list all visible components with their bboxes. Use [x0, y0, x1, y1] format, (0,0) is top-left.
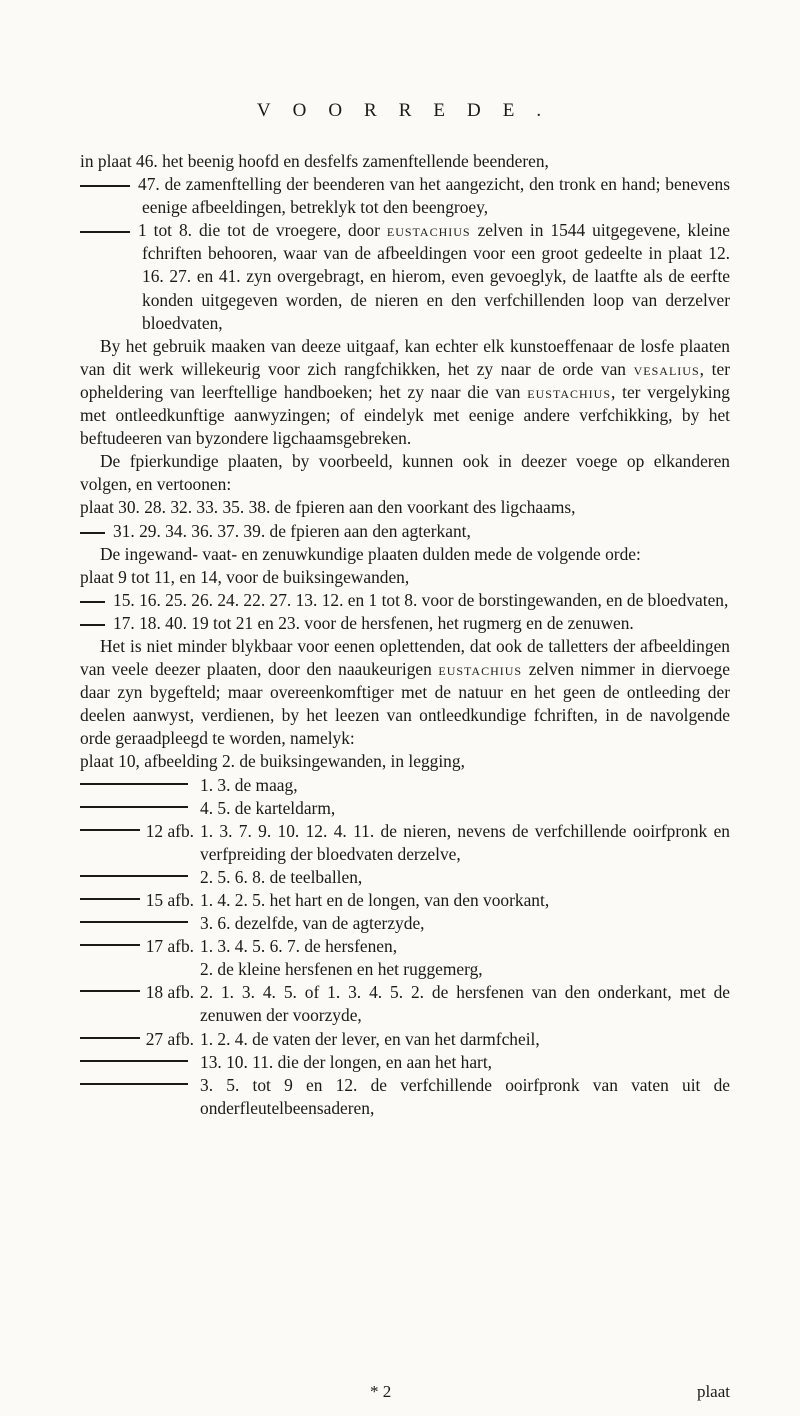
paragraph-organ-plates: De ingewand- vaat- en zenuwkundige plaaten dulden mede de volgende orde:	[100, 543, 641, 564]
line-muscles-back: 31. 29. 34. 36. 37. 39. de fpieren aan den agterkant,	[80, 520, 730, 543]
list-item: 2. 5. 6. 8. de teelballen,	[80, 866, 730, 889]
line-chest: 15. 16. 25. 26. 24. 22. 27. 13. 12. en 1 tot 8. voor de borstingewanden, en de bloedvaten,	[80, 589, 730, 612]
list-item: 27 afb. 1. 2. 4. de vaten der lever, en van het darmfcheil,	[80, 1028, 730, 1051]
list-item: 2. de kleine hersfenen en het ruggemerg,	[200, 959, 483, 980]
line-brain: 17. 18. 40. 19 tot 21 en 23. voor de hersfenen, het rugmerg en de zenuwen.	[80, 612, 730, 635]
list-item: 3. 6. dezelfde, van de agterzyde,	[80, 912, 730, 935]
figure-list	[80, 774, 730, 1120]
paragraph-muscle-plates: De fpierkundige plaaten, by voorbeeld, kunnen ook in deezer voege op elkanderen volgen, en vertoonen:	[80, 451, 730, 495]
body-text	[80, 150, 730, 1120]
author-name: vesalius	[633, 358, 700, 379]
line-plate-46: in plaat 46. het beenig hoofd en desfelfs zamenftellende beenderen,	[80, 151, 549, 171]
author-name: eustachius	[438, 659, 523, 680]
paragraph-usage: By het gebruik maaken van deeze uitgaaf, kan echter elk kunstoeffenaar de losfe plaaten van dit werk willekeurig voor zich rangfchikken, het zy naar de orde van vesalius, ter opheldering van leerftellige handboeken; het zy naar die van eustachius, ter vergelyking met ontleedkunftige aanwyzingen; of eindelyk met eenige andere verfchikking, by het beftudeeren van byzondere ligchaamsgebreken.	[80, 335, 730, 449]
list-item: 3. 5. tot 9 en 12. de verfchillende ooirfpronk van vaten uit de onderfleutelbeensaderen,	[80, 1074, 730, 1120]
list-item: 1. 3. de maag,	[80, 774, 730, 797]
list-item: 13. 10. 11. die der longen, en aan het hart,	[80, 1051, 730, 1074]
list-item: 12 afb. 1. 3. 7. 9. 10. 12. 4. 11. de nieren, nevens de verfchillende ooirfpronk en verfpreiding der bloedvaten derzelve,	[80, 820, 730, 866]
line-plate-10: plaat 10, afbeelding 2. de buiksingewanden, in legging,	[80, 751, 465, 772]
author-name: eustachius	[386, 220, 471, 241]
line-muscles-front: plaat 30. 28. 32. 33. 35. 38. de fpieren aan den voorkant des ligchaams,	[80, 497, 576, 518]
line-abdominal: plaat 9 tot 11, en 14, voor de buiksingewanden,	[80, 566, 410, 587]
list-item: 18 afb. 2. 1. 3. 4. 5. of 1. 3. 4. 5. 2. de hersfenen van den onderkant, met de zenuwen der voorzyde,	[80, 981, 730, 1027]
list-item: 17 afb. 1. 3. 4. 5. 6. 7. de hersfenen,	[80, 935, 730, 958]
catchword: plaat	[696, 1382, 730, 1401]
line-plate-1-8: 1 tot 8. die tot de vroegere, door eustachius zelven in 1544 uitgegevene, kleine fchriften behooren, waar van de afbeeldingen voor een groot gedeelte in plaat 12. 16. 27. en 41. zyn overgebragt, en hierom, even gevoeglyk, de laatfte als de eerfte konden uitgegeven worden, de nieren en den verfchillenden loop van derzelver bloedvaten,	[80, 219, 730, 334]
line-plate-47: 47. de zamenftelling der beenderen van het aangezicht, den tronk en hand; benevens eenige afbeeldingen, betreklyk tot den beengroey,	[80, 173, 730, 219]
list-item: 4. 5. de karteldarm,	[80, 797, 730, 820]
running-header: VOORREDE.	[256, 100, 564, 121]
signature-mark: * 2	[370, 1382, 392, 1401]
paragraph-letters: Het is niet minder blykbaar voor eenen oplettenden, dat ook de talletters der afbeeldingen van veele deezer plaaten, door den naaukeurigen eustachius zelven nimmer in diervoege daar zyn bygefteld; maar overeenkomftiger met de natuur en het geen de ontleeding der deelen aanwyst, verdienen, by het leezen van ontleedkundige fchriften, in de navolgende orde geraadpleegd te worden, namelyk:	[80, 635, 730, 749]
list-item: 15 afb. 1. 4. 2. 5. het hart en de longen, van den voorkant,	[80, 889, 730, 912]
author-name: eustachius	[527, 381, 611, 402]
